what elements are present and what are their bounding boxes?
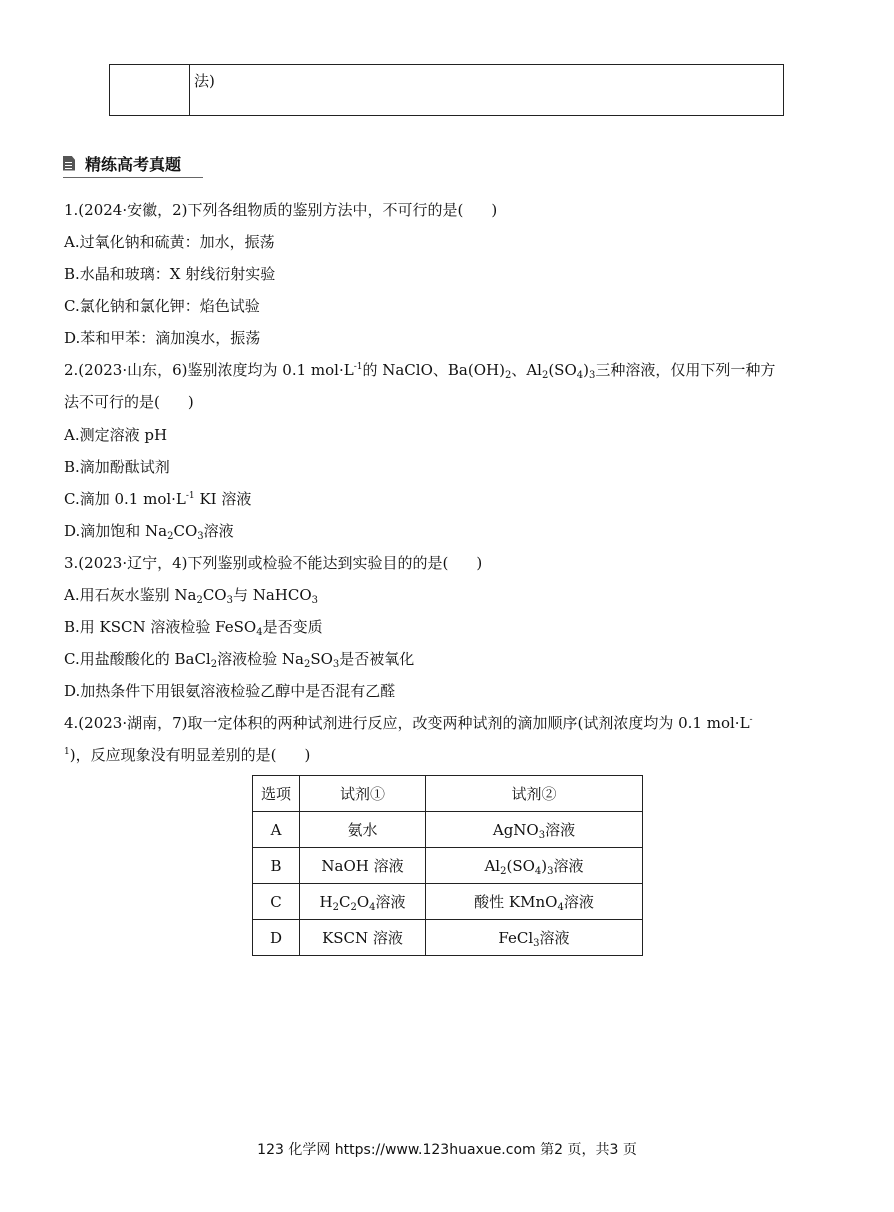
q2-option-c: C.滴加 0.1 $mol\cdot L^{-1}$ KI 溶液 [64, 490, 252, 508]
table-header-cell: 试剂② [426, 776, 643, 812]
table-cell-text: 法) [194, 72, 215, 90]
q1-option-b: B.水晶和玻璃：X 射线衍射实验 [64, 265, 276, 283]
q3-stem: 3.(2023·辽宁，4)下列鉴别或检验不能达到实验目的的是( ) [64, 554, 483, 572]
table-cell-reagent2: FeCl$_3$溶液 [426, 920, 643, 956]
section-title: 精练高考真题 [85, 155, 182, 174]
q4-stem-line1: 4.(2023·湖南，7)取一定体积的两种试剂进行反应，改变两种试剂的滴加顺序(试剂浓度均为 0.1 mol·L- [64, 714, 753, 732]
q3-option-a: A.用石灰水鉴别 $Na_2CO_3$与 NaHCO$_3$ [64, 586, 319, 606]
table-row [253, 920, 643, 956]
table-cell-option: B [253, 848, 300, 884]
q2-stem-line2: 法不可行的是( ) [64, 393, 194, 411]
q3-option-c: C.用盐酸酸化的 BaCl$_2$溶液检验 $Na_2SO_3$是否被氧化 [64, 650, 415, 670]
table-cell-reagent1: 氨水 [300, 812, 426, 848]
q1-option-c: C.氯化钠和氯化钾：焰色试验 [64, 297, 260, 315]
table-header-row [253, 776, 643, 812]
document-icon [63, 156, 77, 172]
table-row [253, 848, 643, 884]
table-row [253, 884, 643, 920]
table-cell-option: A [253, 812, 300, 848]
q2-option-b: B.滴加酚酞试剂 [64, 458, 170, 476]
table-cell-reagent1: KSCN 溶液 [300, 920, 426, 956]
q2-stem-line1: 2.(2023·山东，6)鉴别浓度均为 0.1 $mol\cdot L^{-1}$的 NaClO、$Ba(OH)_2$、$Al_2(SO_4)_3$三种溶液，仅用下列一种方 [64, 361, 776, 381]
table-cell-reagent2: 酸性 KMnO$_4$溶液 [426, 884, 643, 920]
top-table-fragment [109, 64, 784, 116]
page-footer: 123 化学网 https://www.123huaxue.com 第2 页，共3 页 [257, 1142, 637, 1158]
section-heading [63, 152, 203, 178]
q3-option-d: D.加热条件下用银氨溶液检验乙醇中是否混有乙醛 [64, 682, 396, 700]
q1-stem: 1.(2024·安徽，2)下列各组物质的鉴别方法中，不可行的是( ) [64, 201, 498, 219]
table-cell-reagent2: AgNO$_3$溶液 [426, 812, 643, 848]
table-cell-reagent2: $Al_2(SO_4)_3$溶液 [426, 848, 643, 884]
table-cell-reagent1: $H_2C_2O_4$溶液 [300, 884, 426, 920]
table-cell-option: D [253, 920, 300, 956]
q1-option-a: A.过氧化钠和硫黄：加水，振荡 [64, 233, 275, 251]
table-row [253, 812, 643, 848]
q3-option-b: B.用 KSCN 溶液检验 FeSO$_4$是否变质 [64, 618, 323, 638]
q4-table [252, 775, 643, 956]
table-header-cell: 试剂① [300, 776, 426, 812]
q2-option-d: D.滴加饱和 $Na_2CO_3$溶液 [64, 522, 234, 542]
q2-option-a: A.测定溶液 pH [64, 426, 168, 444]
table-column-divider [189, 65, 190, 115]
table-header-cell: 选项 [253, 776, 300, 812]
q1-option-d: D.苯和甲苯：滴加溴水，振荡 [64, 329, 261, 347]
table-cell-option: C [253, 884, 300, 920]
table-cell-reagent1: NaOH 溶液 [300, 848, 426, 884]
q4-stem-line2: $^1$)，反应现象没有明显差别的是( ) [64, 746, 311, 764]
